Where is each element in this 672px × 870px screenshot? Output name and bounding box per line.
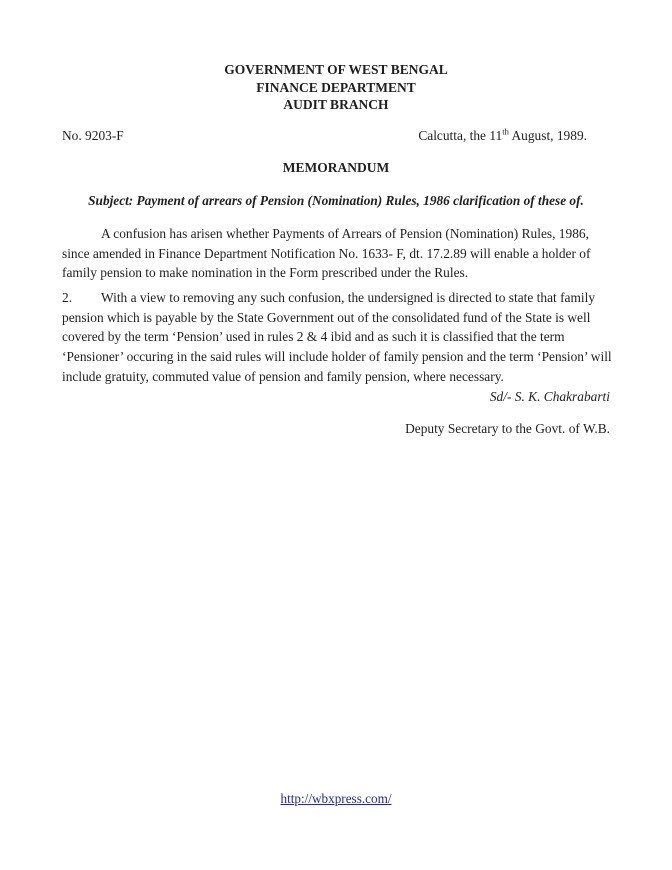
paragraph-2-text: With a view to removing any such confusion, the undersigned is directed to state that family pension which is payable by the State Government out of the consolidated fund of the State is well covered by the term ‘Pension’ used in rules 2 & 4 ibid and as such it is classified that the term ‘Pensioner’ occuring in the said rules will include holder of family pension and the term ‘Pension’ will include gratuity, commuted value of pension and family pension, where necessary. bbox=[62, 290, 612, 384]
footer-link[interactable]: http://wbxpress.com/ bbox=[280, 791, 392, 806]
signature-name: Sd/- S. K. Chakrabarti bbox=[489, 389, 610, 404]
memo-date-ordinal: th bbox=[502, 126, 509, 137]
paragraph-2-number: 2. bbox=[62, 290, 73, 305]
reference-row bbox=[62, 128, 610, 144]
memo-number: No. 9203-F bbox=[62, 128, 124, 143]
paragraph-2 bbox=[62, 288, 612, 387]
header-branch: AUDIT BRANCH bbox=[283, 97, 389, 113]
paragraph-1-text: A confusion has arisen whether Payments of Arrears of Pension (Nomination) Rules, 1986, since amended in Finance Department Notification No. 1633- F, dt. 17.2.89 will enable a holder of family pension to make nomination in the Form prescribed under the Rules. bbox=[62, 226, 591, 281]
header-department: FINANCE DEPARTMENT bbox=[256, 79, 416, 95]
memo-title: MEMORANDUM bbox=[282, 160, 390, 175]
footer bbox=[0, 791, 672, 807]
memo-date-suffix: August, 1989. bbox=[508, 128, 587, 143]
memo-date-prefix: Calcutta, the 11 bbox=[418, 128, 503, 143]
memo-date bbox=[418, 128, 610, 144]
document-header bbox=[0, 61, 672, 114]
header-government: GOVERNMENT OF WEST BENGAL bbox=[224, 62, 448, 77]
signature-designation: Deputy Secretary to the Govt. of W.B. bbox=[405, 421, 610, 436]
subject-line: Subject: Payment of arrears of Pension (Nomination) Rules, 1986 clarification of these of. bbox=[88, 193, 584, 208]
paragraph-1 bbox=[62, 224, 612, 283]
